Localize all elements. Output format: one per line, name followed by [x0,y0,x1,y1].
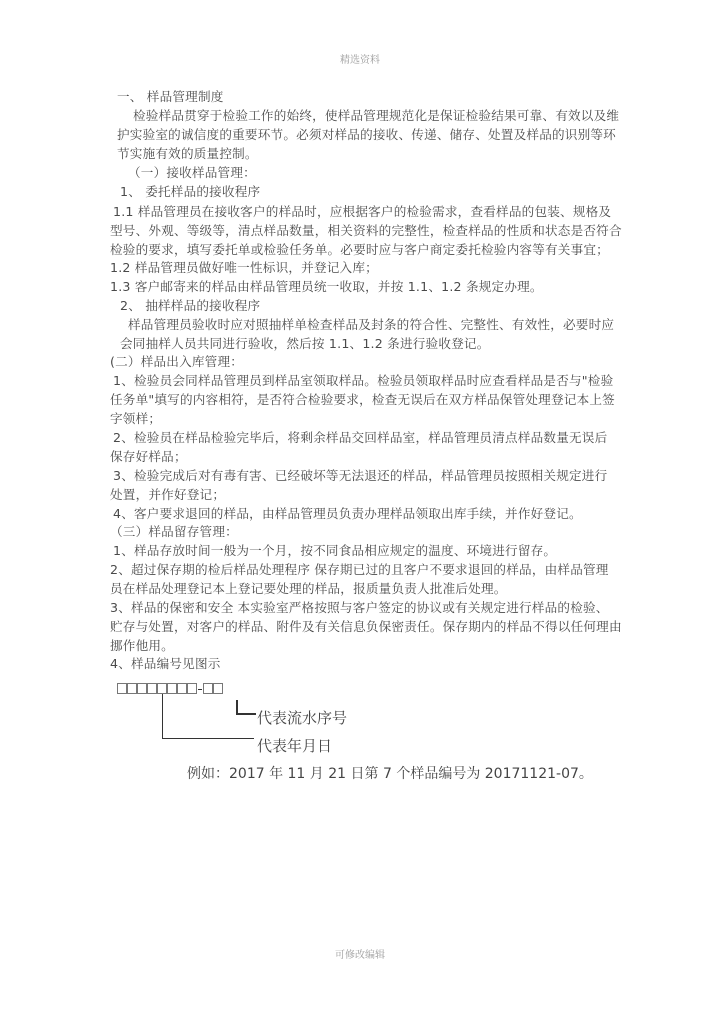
digit-box [137,683,147,694]
paragraph-line: 3、检验完成后对有毒有害、已经破坏等无法退还的样品，样品管理员按照相关规定进行 [113,468,608,483]
connector-line [236,713,256,715]
paragraph-line: 3、样品的保密和安全 本实验室严格按照与客户签定的协议或有关规定进行样品的检验、 [110,600,609,615]
paragraph-line: 贮存与处置，对客户的样品、附件及有关信息负保密责任。保存期内的样品不得以任何理由 [110,619,622,634]
paragraph-line: 4、样品编号见图示 [110,656,221,671]
paragraph-line: 员在样品处理登记本上登记要处理的样品，报质量负责人批准后处理。 [110,581,507,596]
paragraph-line: 挪作他用。 [110,638,174,653]
digit-box [177,683,187,694]
page-header: 精选资料 [340,55,380,66]
connector-line [162,738,254,739]
digit-box [147,683,157,694]
connector-line [162,694,163,739]
paragraph-line: 保存好样品； [110,449,187,464]
dash [198,689,202,690]
paragraph-line: 会同抽样人员共同进行验收，然后按 1.1、1.2 条进行验收登记。 [120,336,490,351]
paragraph-line: 1.3 客户邮寄来的样品由样品管理员统一收取，并按 1.1、1.2 条规定办理。 [110,279,543,294]
digit-box [167,683,177,694]
section-title: 一、 样品管理制度 [117,89,224,104]
paragraph-line: 检验样品贯穿于检验工作的始终，使样品管理规范化是保证检验结果可靠、有效以及维 [133,108,620,123]
digit-box [157,683,167,694]
digit-box [187,683,197,694]
digit-box [117,683,127,694]
paragraph-line: 检验的要求，填写委托单或检验任务单。必要时应与客户商定委托检验内容等有关事宜； [110,242,609,257]
subsection-title: （一）接收样品管理： [128,165,256,180]
paragraph-line: 2、检验员在样品检验完毕后，将剩余样品交回样品室，样品管理员清点样品数量无误后 [113,430,608,445]
paragraph-line: 2、超过保存期的检后样品处理程序 保存期已过的且客户不要求退回的样品，由样品管理 [110,562,609,577]
paragraph-line: 节实施有效的质量控制。 [117,146,258,161]
paragraph-line: 护实验室的诚信度的重要环节。必须对样品的接收、传递、储存、处置及样品的识别等环 [117,127,616,142]
item-title: 2、 抽样样品的接收程序 [120,298,261,313]
subsection-title: (二）样品出入库管理： [110,354,244,369]
paragraph-line: 1、检验员会同样品管理员到样品室领取样品。检验员领取样品时应查看样品是否与"检验 [113,373,614,388]
paragraph-line: 4、客户要求退回的样品，由样品管理员负责办理样品领取出库手续，并作好登记。 [113,506,582,521]
subsection-title: （三）样品留存管理： [110,524,238,539]
paragraph-line: 型号、外观、等级等，清点样品数量，相关资料的完整性，检查样品的性质和状态是否符合 [110,223,622,238]
page-footer: 可修改编辑 [335,950,385,961]
digit-box [203,683,213,694]
paragraph-line: 1、样品存放时间一般为一个月，按不同食品相应规定的温度、环境进行留存。 [113,543,557,558]
paragraph-line: 1.2 样品管理员做好唯一性标识，并登记入库； [110,260,378,275]
paragraph-line: 1.1 样品管理员在接收客户的样品时，应根据客户的检验需求，查看样品的包装、规格及 [113,204,612,219]
paragraph-line: 任务单"填写的内容相符，是否符合检验要求，检查无误后在双方样品保管处理登记本上签 [110,392,615,407]
serial-label: 代表流水序号 [257,709,348,727]
paragraph-line: 样品管理员验收时应对照抽样单检查样品及封条的符合性、完整性、有效性，必要时应 [128,317,615,332]
item-title: 1、 委托样品的接收程序 [120,184,261,199]
date-label: 代表年月日 [257,737,333,755]
example-text: 例如：2017 年 11 月 21 日第 7 个样品编号为 20171121-07。 [187,766,593,782]
paragraph-line: 处置，并作好登记； [110,487,226,502]
paragraph-line: 字领样； [110,411,162,426]
digit-box [213,683,223,694]
digit-box [127,683,137,694]
